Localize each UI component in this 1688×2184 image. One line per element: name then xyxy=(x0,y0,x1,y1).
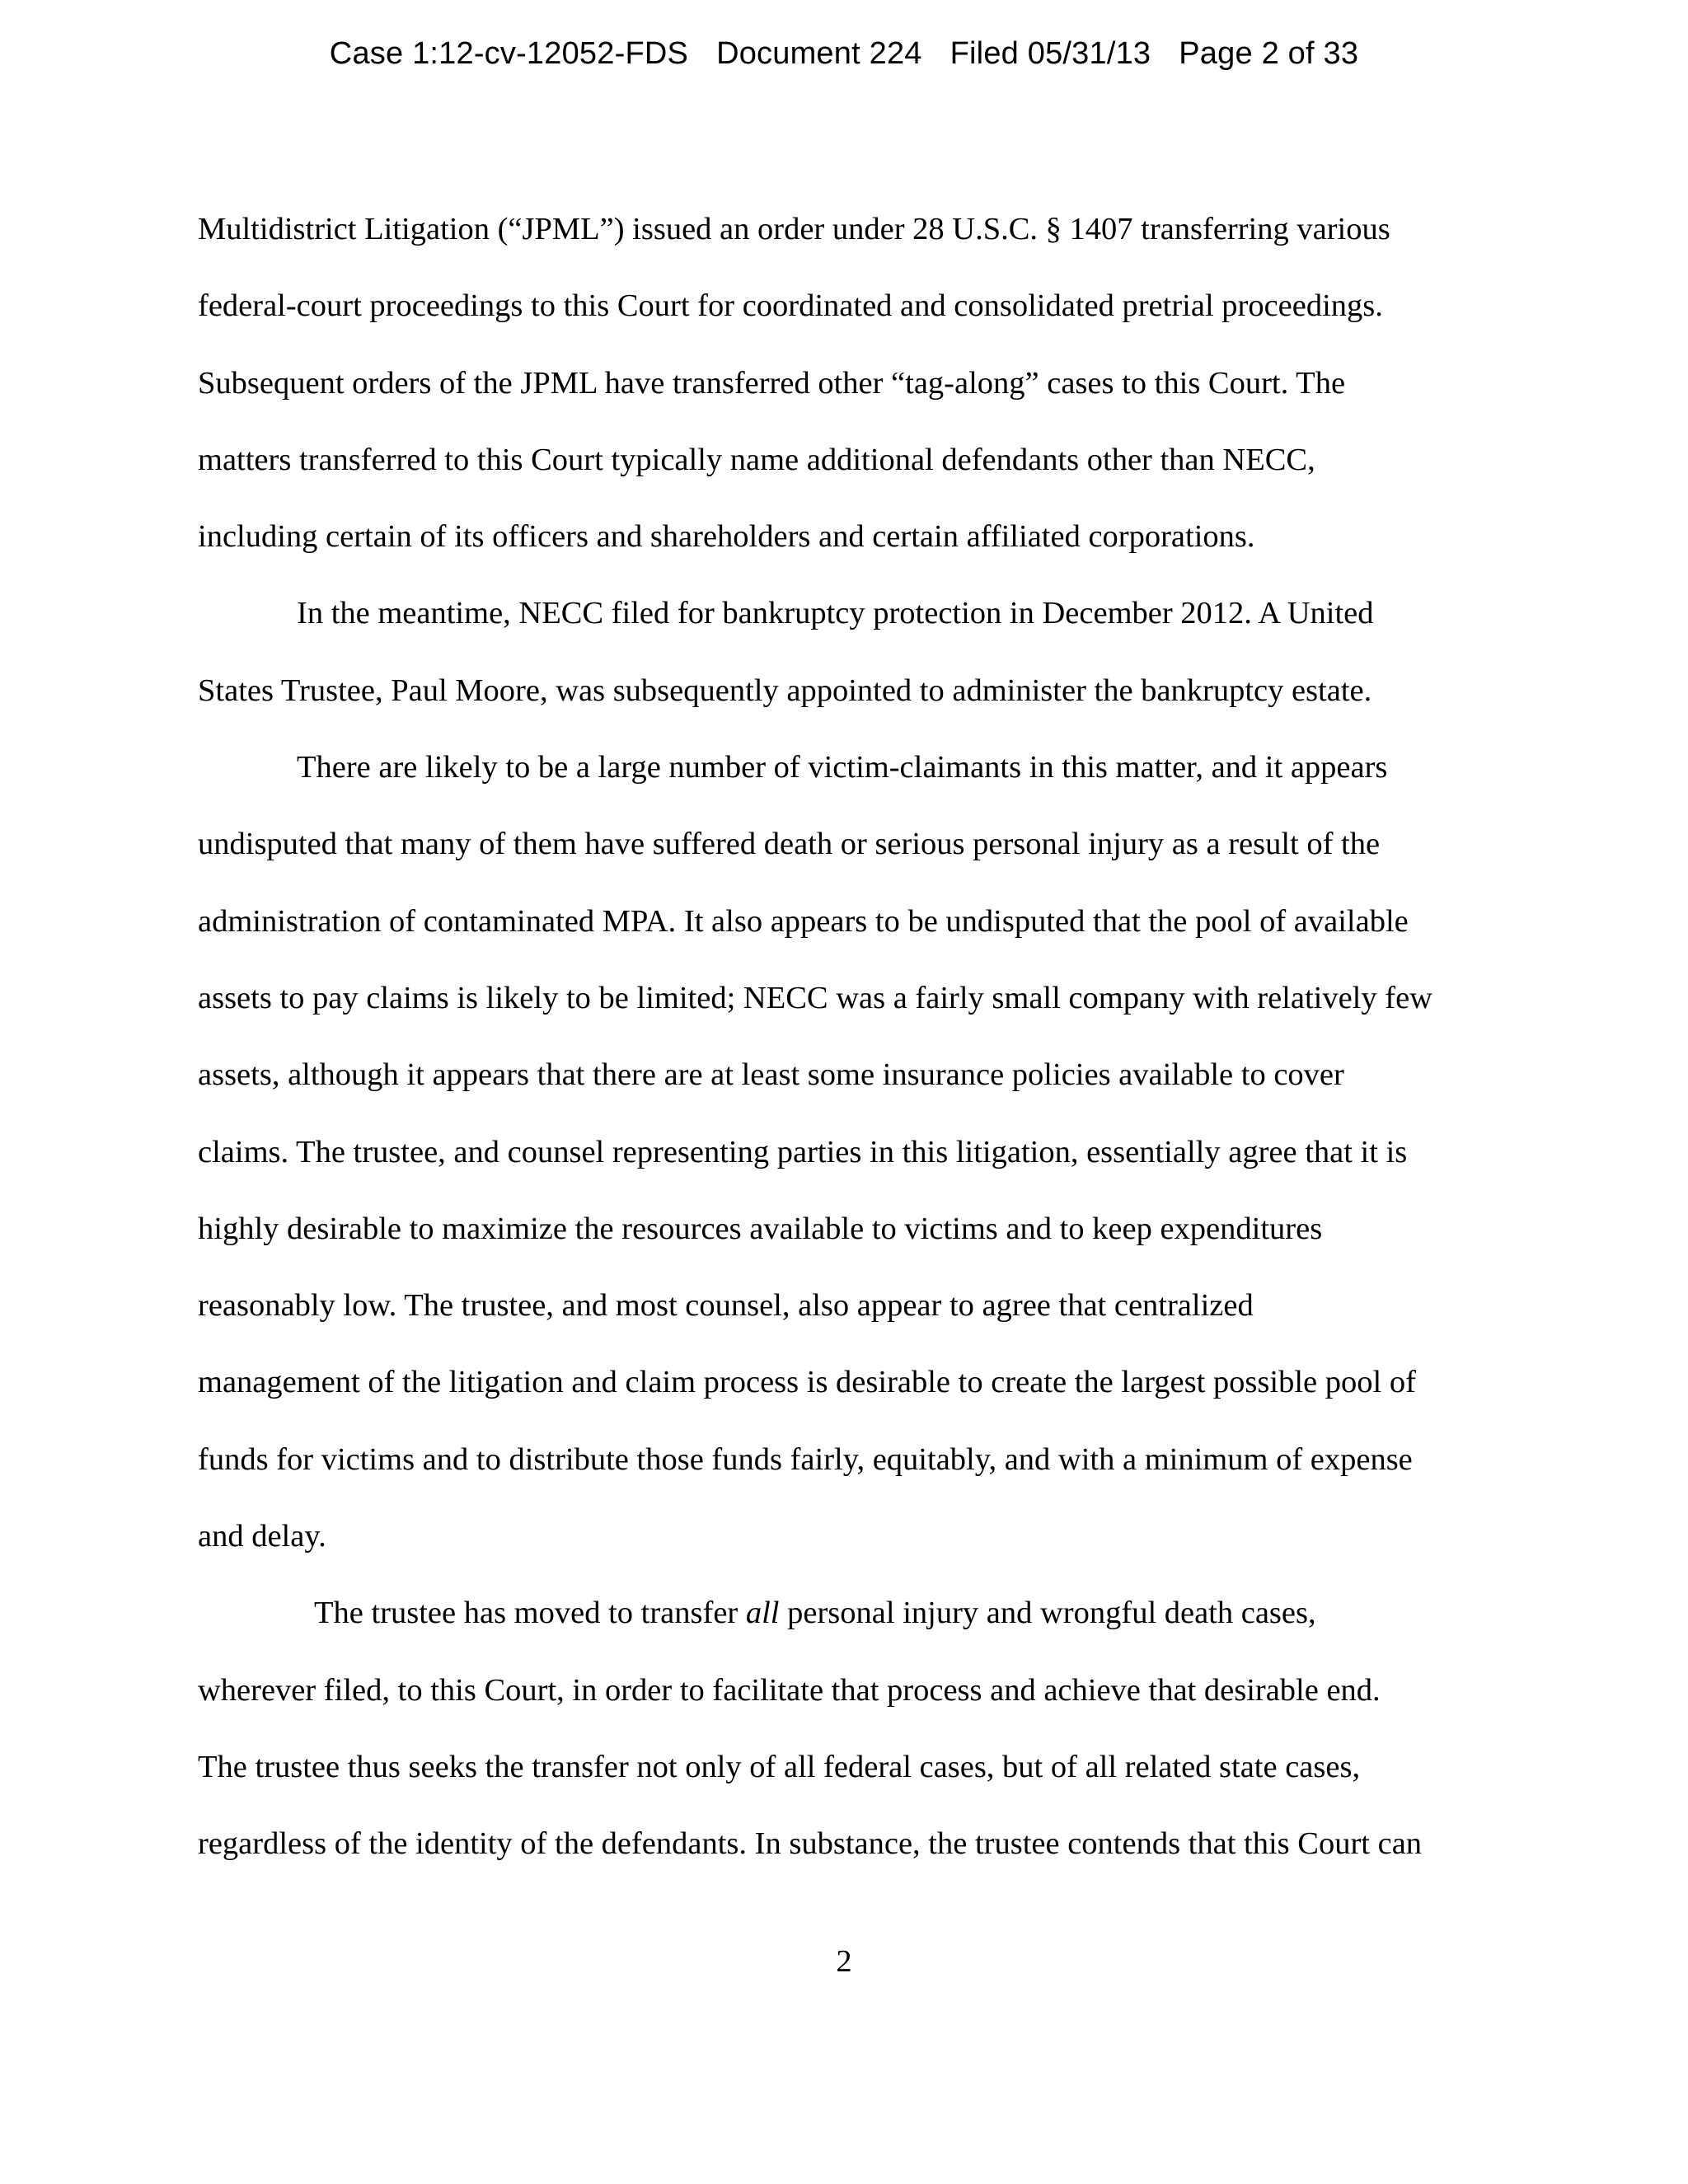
body-line: highly desirable to maximize the resources available to victims and to keep expenditures xyxy=(198,1211,1323,1246)
body-line: assets, although it appears that there are at least some insurance policies available to cover xyxy=(198,1057,1344,1093)
body-text xyxy=(198,191,1500,1883)
body-line: federal-court proceedings to this Court for coordinated and consolidated pretrial proceedings. xyxy=(198,288,1383,324)
paragraph-start-line: In the meantime, NECC filed for bankruptcy protection in December 2012. A United xyxy=(297,596,1374,631)
body-line: and delay. xyxy=(198,1519,326,1554)
body-line: States Trustee, Paul Moore, was subsequently appointed to administer the bankruptcy estate. xyxy=(198,673,1372,708)
body-line: administration of contaminated MPA. It also appears to be undisputed that the pool of available xyxy=(198,903,1409,939)
page-indicator: Page 2 of 33 xyxy=(1179,36,1359,71)
body-line: undisputed that many of them have suffered death or serious personal injury as a result of the xyxy=(198,827,1381,862)
body-line: assets to pay claims is likely to be limited; NECC was a fairly small company with relatively few xyxy=(198,980,1432,1015)
case-header xyxy=(0,36,1688,72)
body-line: funds for victims and to distribute those funds fairly, equitably, and with a minimum of expense xyxy=(198,1441,1413,1477)
body-line: The trustee thus seeks the transfer not only of all federal cases, but of all related state cases, xyxy=(198,1749,1361,1784)
page-number: 2 xyxy=(836,1944,852,1979)
trustee-text-after: personal injury and wrongful death cases, xyxy=(779,1596,1316,1631)
body-line: regardless of the identity of the defendants. In substance, the trustee contends that this Court can xyxy=(198,1826,1423,1862)
document-number: Document 224 xyxy=(716,36,922,71)
body-line: claims. The trustee, and counsel representing parties in this litigation, essentially agree that it is xyxy=(198,1134,1408,1169)
body-line: reasonably low. The trustee, and most counsel, also appear to agree that centralized xyxy=(198,1288,1254,1324)
paragraph-start-line: There are likely to be a large number of victim-claimants in this matter, and it appears xyxy=(297,750,1388,785)
case-number: Case 1:12-cv-12052-FDS xyxy=(329,36,689,71)
body-line: Subsequent orders of the JPML have transferred other “tag-along” cases to this Court. The xyxy=(198,365,1346,401)
emphasis-all: all xyxy=(745,1596,780,1631)
filed-date: Filed 05/31/13 xyxy=(950,36,1151,71)
body-line: Multidistrict Litigation (“JPML”) issued an order under 28 U.S.C. § 1407 transferring various xyxy=(198,212,1390,246)
body-line: wherever filed, to this Court, in order to facilitate that process and achieve that desirable end. xyxy=(198,1672,1381,1708)
paragraph-start-line xyxy=(198,1575,1500,1652)
body-line: including certain of its officers and shareholders and certain affiliated corporations. xyxy=(198,519,1255,555)
trustee-text-before: The trustee has moved to transfer xyxy=(314,1596,746,1631)
body-line: management of the litigation and claim process is desirable to create the largest possible pool of xyxy=(198,1365,1416,1400)
body-line: matters transferred to this Court typically name additional defendants other than NECC, xyxy=(198,442,1315,477)
